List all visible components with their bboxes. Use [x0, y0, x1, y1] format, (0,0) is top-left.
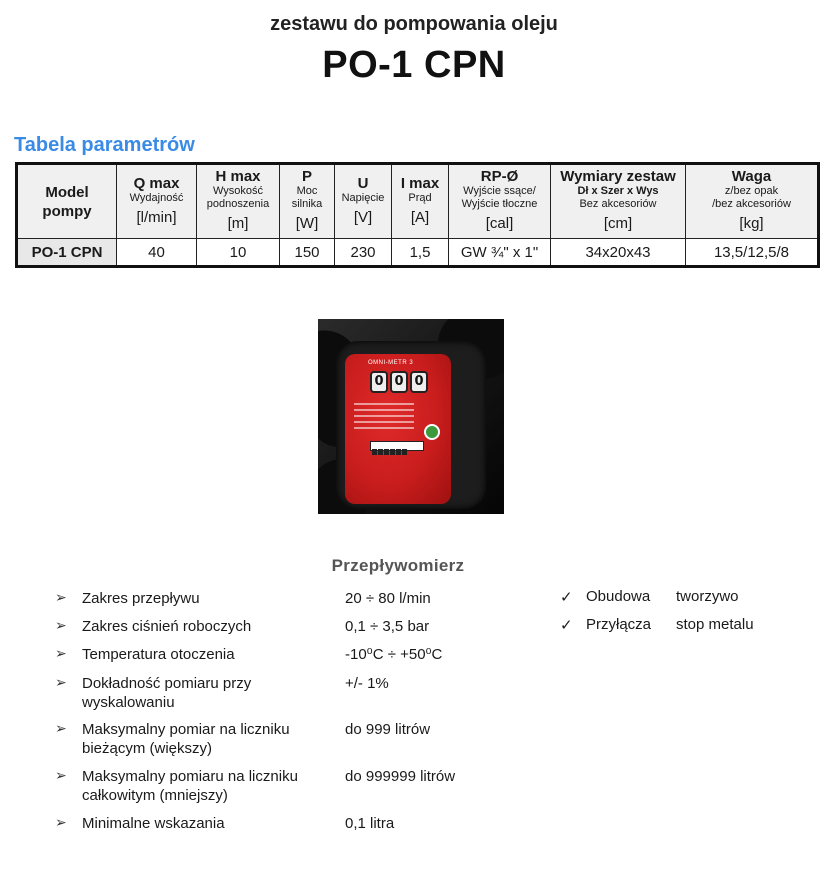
arrow-bullet-icon: ➢: [55, 645, 67, 661]
section-heading: Tabela parametrów: [14, 134, 195, 156]
header-connection-unit: [cal]: [485, 215, 514, 232]
header-qmax-title: Q max: [133, 174, 180, 192]
header-connection-sub: Wyjście ssące/ Wyjście tłoczne: [461, 185, 538, 210]
arrow-bullet-icon: ➢: [55, 674, 67, 690]
header-hmax-sub: Wysokość podnoszenia: [206, 185, 270, 210]
flowmeter-title: Przepływomierz: [331, 556, 465, 575]
header-current: [392, 164, 449, 239]
spec-label: Zakres ciśnień roboczych: [82, 618, 252, 635]
cell-qmax: 40: [117, 239, 197, 267]
spec-label: Zakres przepływu: [82, 590, 200, 607]
feature-label: Przyłącza: [586, 616, 652, 633]
cell-weight: 13,5/12,5/8: [686, 239, 819, 267]
header-connection: [449, 164, 551, 239]
spec-label: Dokładność pomiaru przy wyskalowaniu: [82, 675, 252, 711]
meter-brand: OMNI-METR 3: [368, 360, 414, 366]
arrow-bullet-icon: ➢: [55, 589, 67, 605]
header-voltage-unit: [V]: [353, 208, 373, 226]
spec-value: +/- 1%: [345, 675, 389, 692]
header-dimensions-unit: [cm]: [603, 215, 633, 232]
header-power: [280, 164, 335, 239]
spec-value: 20 ÷ 80 l/min: [345, 590, 431, 607]
arrow-bullet-icon: ➢: [55, 814, 67, 830]
header-hmax: [197, 164, 280, 239]
meter-dial: 0: [370, 371, 388, 393]
header-voltage-sub: Napięcie: [341, 191, 385, 204]
header-power-unit: [W]: [295, 215, 319, 232]
header-hmax-unit: [m]: [227, 215, 249, 232]
feature-label: Obudowa: [586, 588, 651, 605]
spec-label: Maksymalny pomiar na liczniku bieżącym (większy): [82, 721, 290, 757]
cell-dimensions: 34x20x43: [551, 239, 686, 267]
header-model-label: Model pompy: [42, 183, 92, 220]
parameters-table: [15, 162, 820, 268]
cell-current: 1,5: [392, 239, 449, 267]
table-row: [17, 239, 819, 267]
meter-dial: 0: [390, 371, 408, 393]
cell-hmax: 10: [197, 239, 280, 267]
header-weight-unit: [kg]: [739, 215, 764, 232]
spec-value: do 999999 litrów: [345, 768, 456, 785]
header-weight-sub2: /bez akcesoriów: [712, 198, 791, 210]
header-model: [17, 164, 117, 239]
table-header-row: [17, 164, 819, 239]
header-qmax-sub: Wydajność: [129, 191, 184, 204]
header-qmax: [117, 164, 197, 239]
eco-logo: [424, 424, 440, 440]
meter-total-counter: [370, 441, 424, 451]
document-title: PO-1 CPN: [322, 44, 506, 86]
header-current-title: I max: [400, 174, 440, 192]
checkmark-icon: ✓: [560, 589, 573, 606]
header-voltage: [335, 164, 392, 239]
arrow-bullet-icon: ➢: [55, 617, 67, 633]
spec-label: Maksymalny pomiaru na liczniku całkowitym (mniejszy): [82, 768, 298, 804]
header-qmax-unit: [l/min]: [136, 208, 177, 226]
spec-value: do 999 litrów: [345, 721, 431, 738]
meter-dial: 0: [410, 371, 428, 393]
header-dimensions-sub2: Bez akcesoriów: [579, 198, 657, 210]
header-power-sub: Moc silnika: [291, 185, 323, 210]
cell-connection: GW ¾" x 1": [449, 239, 551, 267]
header-weight-sub: z/bez opak: [724, 185, 779, 197]
header-weight-title: Waga: [731, 168, 772, 185]
header-dimensions-title: Wymiary zestaw: [560, 168, 676, 185]
header-power-title: P: [301, 168, 312, 185]
arrow-bullet-icon: ➢: [55, 720, 67, 736]
header-connection-title: RP-Ø: [480, 168, 519, 185]
header-hmax-title: H max: [215, 168, 261, 185]
cell-model: PO-1 CPN: [17, 239, 117, 267]
spec-label: Temperatura otoczenia: [82, 646, 235, 663]
cell-power: 150: [280, 239, 335, 267]
feature-value: tworzywo: [676, 588, 739, 605]
spec-value: -10⁰C ÷ +50⁰C: [345, 646, 443, 663]
checkmark-icon: ✓: [560, 617, 573, 634]
header-dimensions: [551, 164, 686, 239]
spec-value: 0,1 litra: [345, 815, 395, 832]
header-weight: [686, 164, 819, 239]
spec-label: Minimalne wskazania: [82, 815, 225, 832]
arrow-bullet-icon: ➢: [55, 767, 67, 783]
meter-label-lines: [354, 403, 414, 433]
header-voltage-title: U: [357, 174, 369, 192]
header-dimensions-sub: Dł x Szer x Wys: [577, 185, 659, 197]
spec-value: 0,1 ÷ 3,5 bar: [345, 618, 430, 635]
cell-voltage: 230: [335, 239, 392, 267]
document-subtitle: zestawu do pompowania oleju: [270, 13, 558, 35]
header-current-sub: Prąd: [408, 191, 432, 204]
feature-value: stop metalu: [676, 616, 754, 633]
header-current-unit: [A]: [410, 208, 430, 226]
flowmeter-photo: [318, 319, 504, 514]
